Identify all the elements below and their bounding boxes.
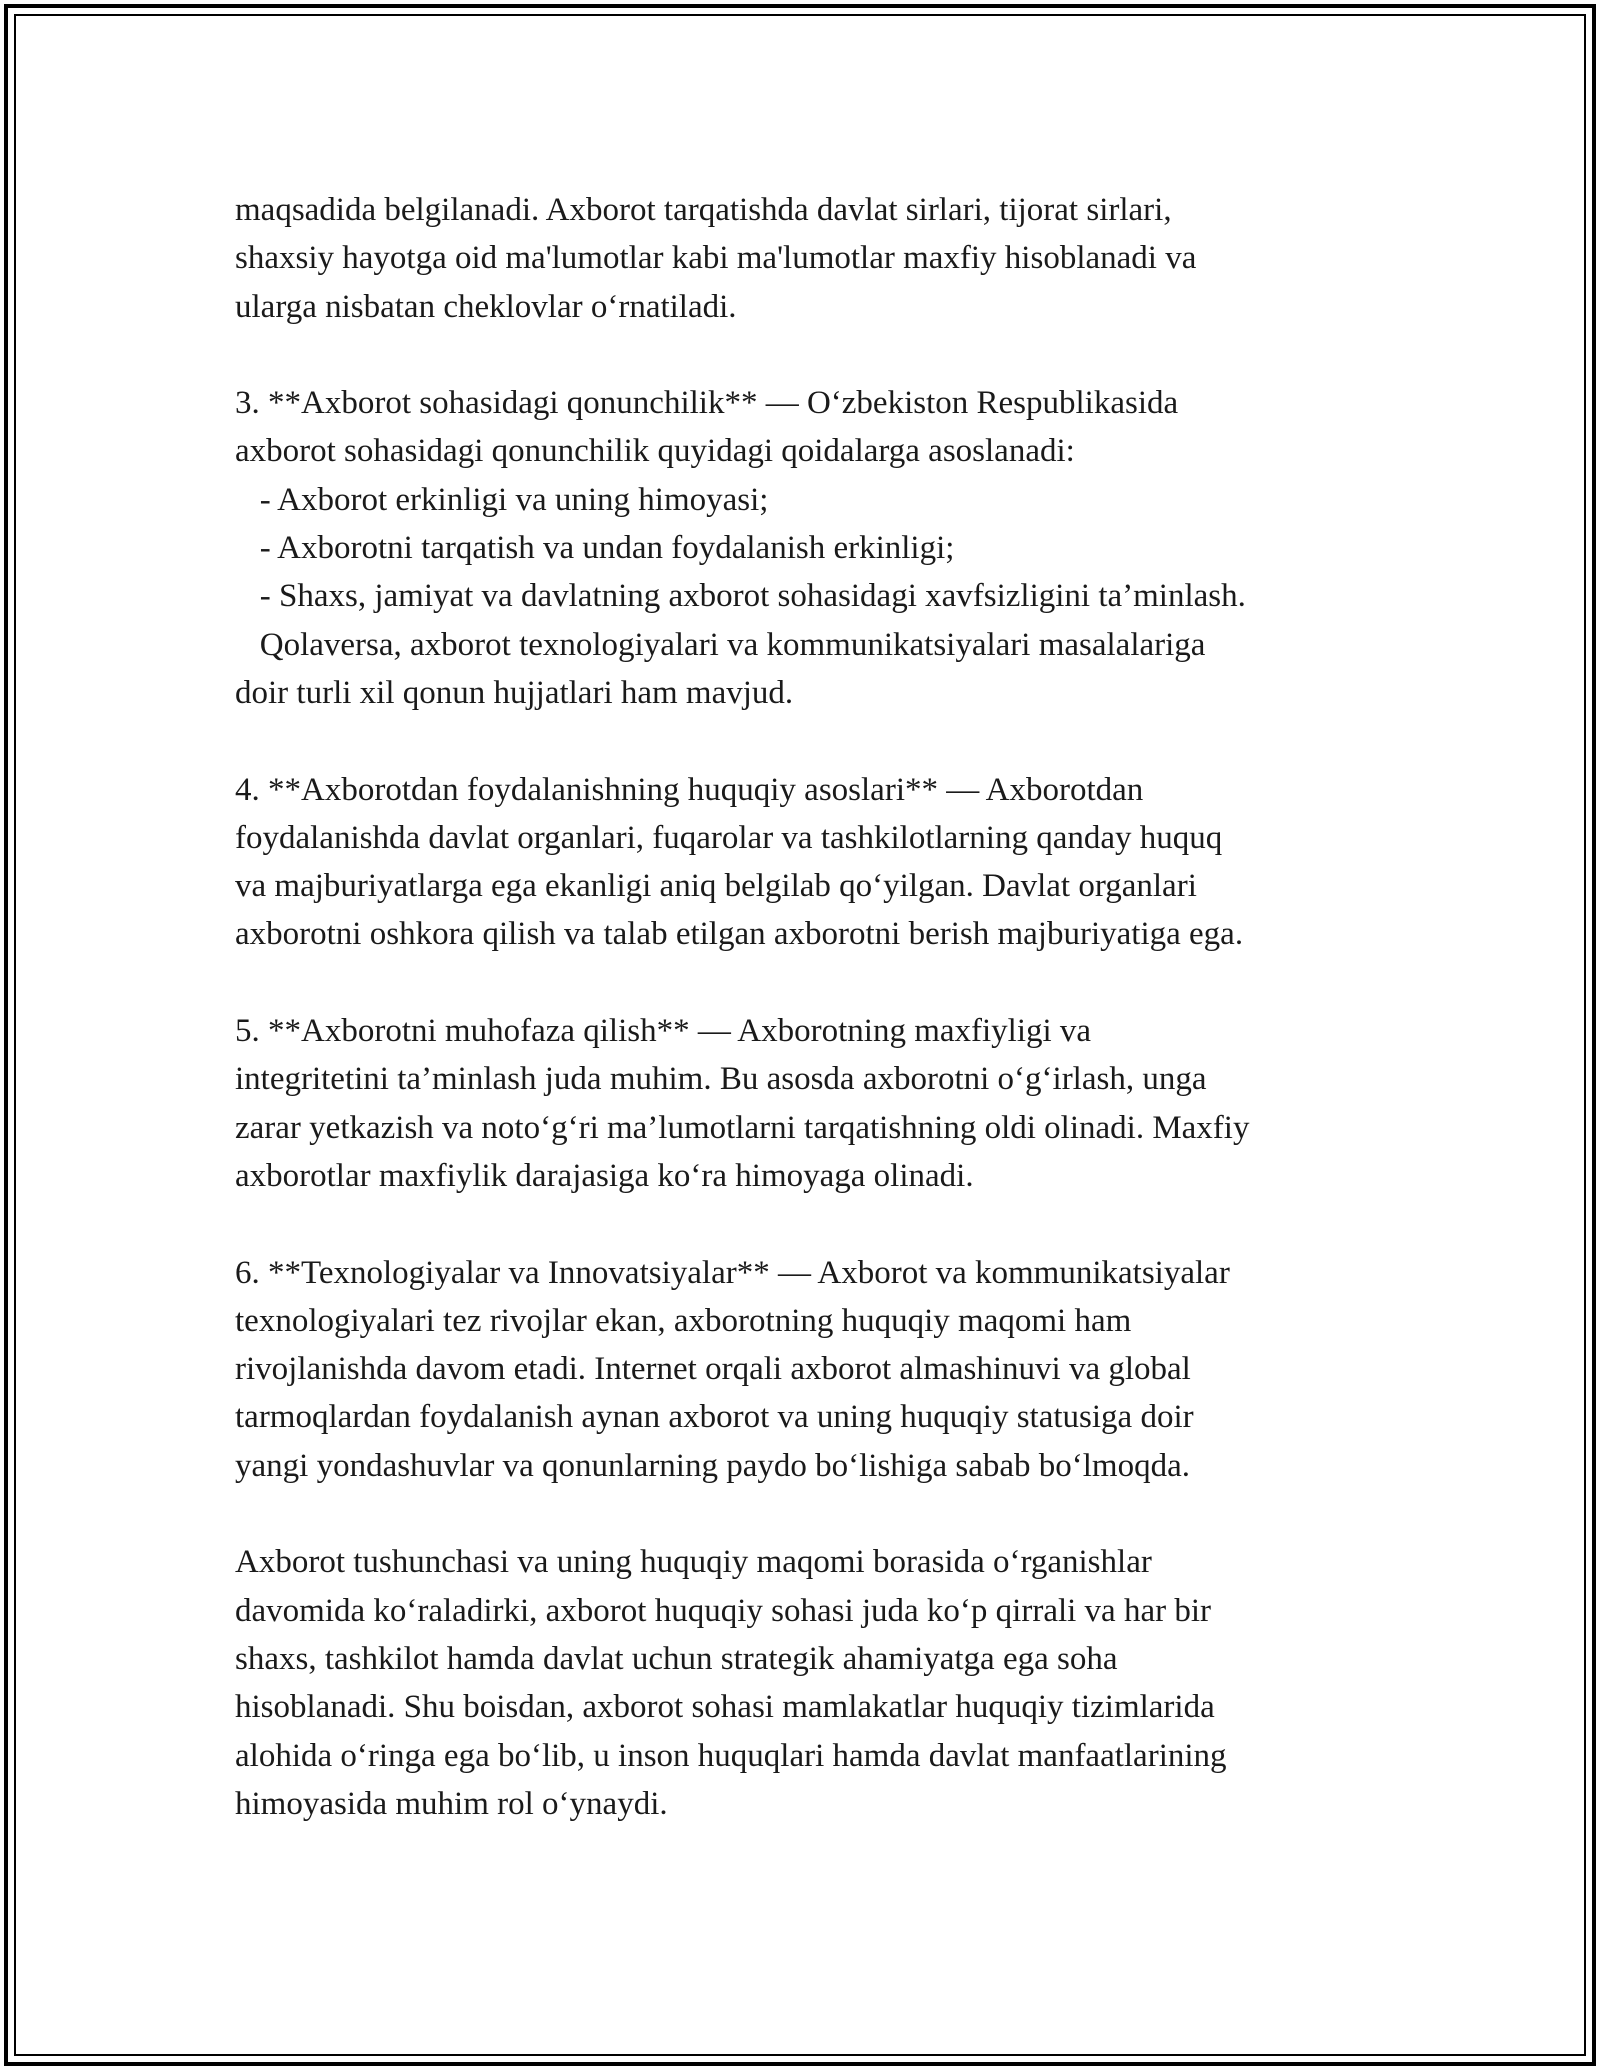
text-line: va majburiyatlarga ega ekanligi aniq belgilab qo‘yilgan. Davlat organlari	[235, 868, 1197, 905]
text-line: ularga nisbatan cheklovlar o‘rnatiladi.	[235, 288, 737, 325]
text-line: yangi yondashuvlar va qonunlarning paydo bo‘lishiga sabab bo‘lmoqda.	[235, 1447, 1190, 1484]
text-line: rivojlanishda davom etadi. Internet orqali axborot almashinuvi va global	[235, 1351, 1191, 1388]
text-line: 3. **Axborot sohasidagi qonunchilik** — O‘zbekiston Respublikasida	[235, 385, 1179, 422]
text-line: axborotni oshkora qilish va talab etilgan axborotni berish majburiyatiga ega.	[235, 916, 1244, 953]
text-line: shaxsiy hayotga oid ma'lumotlar kabi ma'lumotlar maxfiy hisoblanadi va	[235, 240, 1197, 277]
text-line: hisoblanadi. Shu boisdan, axborot sohasi mamlakatlar huquqiy tizimlarida	[235, 1689, 1215, 1726]
paragraph-item-6	[235, 1249, 1385, 1490]
text-line: foydalanishda davlat organlari, fuqarolar va tashkilotlarning qanday huquq	[235, 819, 1223, 856]
text-line: - Axborotni tarqatish va undan foydalanish erkinligi;	[235, 530, 955, 567]
text-line: Axborot tushunchasi va uning huquqiy maqomi borasida o‘rganishlar	[235, 1544, 1152, 1581]
text-line: himoyasida muhim rol o‘ynaydi.	[235, 1785, 668, 1822]
text-line: integritetini ta’minlash juda muhim. Bu asosda axborotni o‘g‘irlash, unga	[235, 1061, 1207, 1098]
text-line: axborotlar maxfiylik darajasiga ko‘ra himoyaga olinadi.	[235, 1157, 974, 1194]
text-line: Qolaversa, axborot texnologiyalari va kommunikatsiyalari masalalariga	[235, 626, 1206, 663]
text-line: 4. **Axborotdan foydalanishning huquqiy asoslari** — Axborotdan	[235, 771, 1144, 808]
text-line: davomida ko‘raladirki, axborot huquqiy sohasi juda ko‘p qirrali va har bir	[235, 1592, 1211, 1629]
paragraph-item-4	[235, 766, 1385, 959]
text-line: 6. **Texnologiyalar va Innovatsiyalar** — Axborot va kommunikatsiyalar	[235, 1254, 1230, 1291]
text-line: maqsadida belgilanadi. Axborot tarqatishda davlat sirlari, tijorat sirlari,	[235, 192, 1172, 228]
text-line: shaxs, tashkilot hamda davlat uchun strategik ahamiyatga ega soha	[235, 1640, 1118, 1677]
paragraph-item-5	[235, 1007, 1385, 1200]
paragraph-continuation	[235, 186, 1385, 331]
text-line: doir turli xil qonun hujjatlari ham mavjud.	[235, 674, 794, 711]
text-line: alohida o‘ringa ega bo‘lib, u inson huquqlari hamda davlat manfaatlarining	[235, 1737, 1227, 1774]
text-line: axborot sohasidagi qonunchilik quyidagi qoidalarga asoslanadi:	[235, 433, 1075, 470]
paragraph-conclusion	[235, 1538, 1385, 1828]
text-line: - Axborot erkinligi va uning himoyasi;	[235, 481, 769, 518]
document-body	[235, 186, 1385, 1876]
paragraph-item-3	[235, 379, 1385, 717]
text-line: texnologiyalari tez rivojlar ekan, axborotning huquqiy maqomi ham	[235, 1302, 1132, 1339]
text-line: zarar yetkazish va noto‘g‘ri ma’lumotlarni tarqatishning oldi olinadi. Maxfiy	[235, 1109, 1250, 1146]
text-line: 5. **Axborotni muhofaza qilish** — Axborotning maxfiyligi va	[235, 1013, 1092, 1050]
text-line: - Shaxs, jamiyat va davlatning axborot sohasidagi xavfsizligini ta’minlash.	[235, 578, 1246, 615]
text-line: tarmoqlardan foydalanish aynan axborot va uning huquqiy statusiga doir	[235, 1399, 1194, 1436]
